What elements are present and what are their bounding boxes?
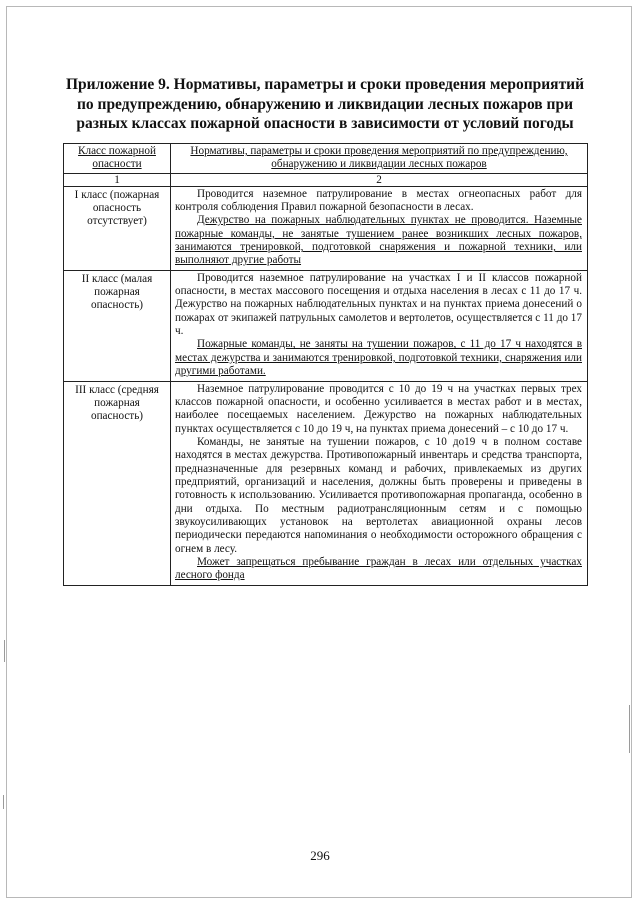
page-number: 296 (310, 848, 330, 863)
table-row (64, 270, 588, 381)
column-number-2: 2 (171, 173, 588, 186)
norms-cell (171, 270, 588, 381)
norms-paragraph: Проводится наземное патрулирование в местах огнеопасных работ для контроля соблюдения Правил пожарной безопасности в лесах. (175, 187, 582, 214)
table-header-row (64, 144, 588, 174)
norms-table (63, 143, 588, 586)
page-title: Приложение 9. Нормативы, параметры и сроки проведения мероприятий по предупреждению, обнаружению и ликвидации лесных пожаров при разных классах пожарной опасности в зависимости от условий погоды (65, 76, 585, 132)
norms-paragraph: Может запрещаться пребывание граждан в лесах или отдельных участках лесного фонда (175, 555, 582, 582)
class-cell: III класс (средняя пожарная опасность) (64, 381, 171, 585)
scan-artifact (629, 705, 630, 753)
table-row (64, 186, 588, 270)
class-cell: II класс (малая пожарная опасность) (64, 270, 171, 381)
norms-paragraph: Проводится наземное патрулирование на участках I и II классов пожарной опасности, в местах массового посещения и отдыха населения в лесах с 11 до 17 ч. Дежурство на пожарных наблюдательных пунктах и на пунктах приема донесений о пожарах от экипажей патрульных самолетов и вертолетов, осуществляется с 11 до 17 ч. (175, 271, 582, 338)
norms-paragraph: Пожарные команды, не заняты на тушении пожаров, с 11 до 17 ч находятся в местах дежурства и занимаются тренировкой, подготовкой техники, снаряжения или другими работами. (175, 338, 582, 378)
column-number-row (64, 173, 588, 186)
norms-paragraph: Наземное патрулирование проводится с 10 до 19 ч на участках первых трех классов пожарной опасности, и особенно усиливается в местах работ и в местах, наиболее посещаемых населением. Дежурство на пожарных наблюдательных пунктах осуществляется с 10 до 19 ч, на пунктах приема донесений – с 10 до 17 ч. (175, 382, 582, 435)
scan-artifact (4, 640, 5, 662)
norms-cell (171, 186, 588, 270)
norms-paragraph: Дежурство на пожарных наблюдательных пунктах не проводится. Наземные пожарные команды, не занятые тушением ранее возникших лесных пожаров, занимаются тренировкой, подготовкой снаряжения и пожарной техники, или выполняют другие работы (175, 214, 582, 267)
class-cell: I класс (пожарная опасность отсутствует) (64, 186, 171, 270)
scan-artifact (3, 795, 4, 809)
column-number-1: 1 (64, 173, 171, 186)
table-row (64, 381, 588, 585)
header-class: Класс пожарной опасности (64, 144, 171, 174)
norms-paragraph: Команды, не занятые на тушении пожаров, с 10 до19 ч в полном составе находятся в местах дежурства. Противопожарный инвентарь и средства транспорта, предназначенные для резервных команд и рабочих, привлекаемых из других предприятий, организаций и населения, должны быть проверены и приведены в готовность к использованию. Усиливается противопожарная пропаганда, особенно в дни отдыха. По местным радиотрансляционным сетям и с помощью звукоусиливающих установок на вертолетах авиационной охраны лесов периодически передаются напоминания о необходимости осторожного обращения с огнем в лесу. (175, 435, 582, 555)
norms-cell (171, 381, 588, 585)
header-norms: Нормативы, параметры и сроки проведения мероприятий по предупреждению, обнаружению и ликвидации лесных пожаров (171, 144, 588, 174)
